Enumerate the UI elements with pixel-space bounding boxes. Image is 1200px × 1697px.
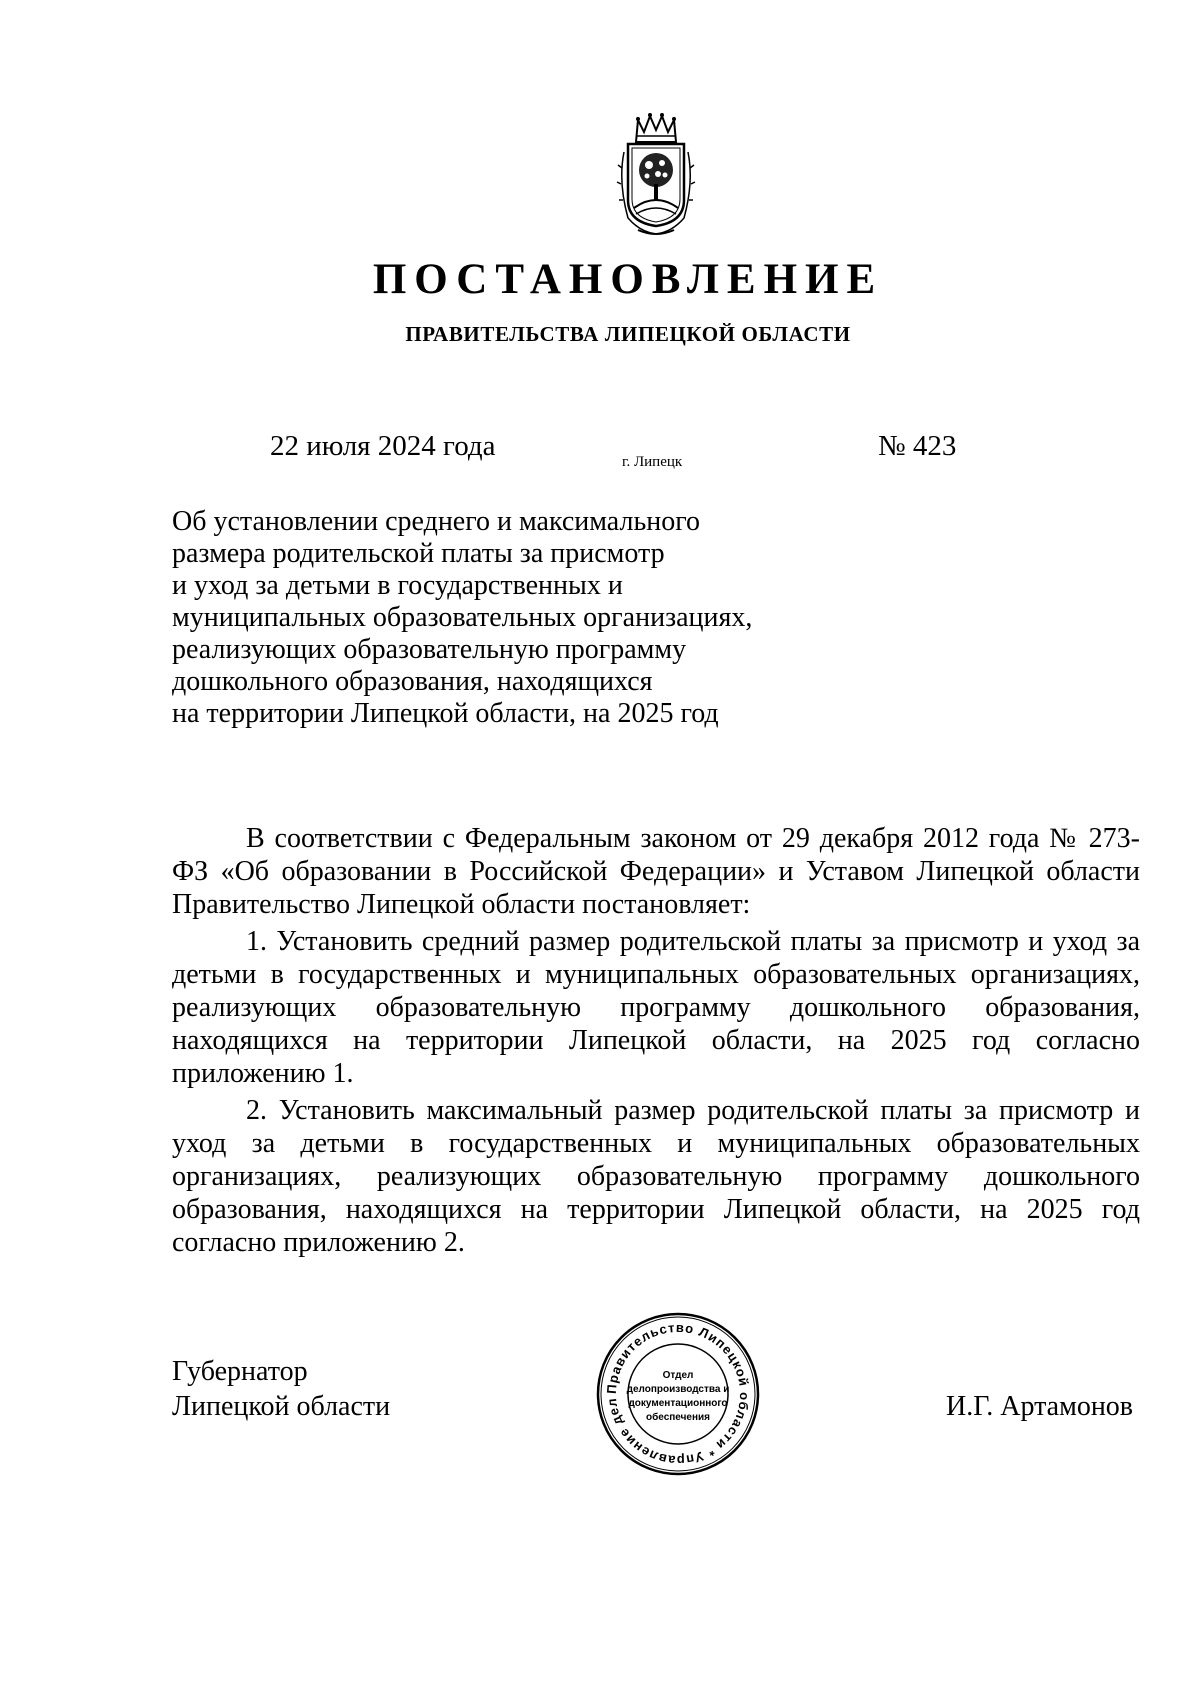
document-city: г. Липецк <box>622 454 683 470</box>
signatory-name: И.Г. Артамонов <box>946 1391 1134 1422</box>
heading-line: и уход за детьми в государственных и <box>172 570 623 601</box>
seal-center-line: делопроизводства и <box>626 1384 730 1395</box>
heading-line: размера родительской платы за присмотр <box>172 538 665 569</box>
heading-line: дошкольного образования, находящихся <box>172 666 653 697</box>
document-date: 22 июля 2024 года <box>270 430 496 462</box>
heading-line: на территории Липецкой области, на 2025 год <box>172 698 719 729</box>
coat-of-arms-emblem <box>614 112 698 240</box>
signatory-position-line: Липецкой области <box>172 1391 391 1422</box>
seal-ring-text: Правительство Липецкой области * Управление дел <box>603 1319 753 1469</box>
document-type-title: ПОСТАНОВЛЕНИЕ <box>372 256 884 303</box>
item-2-paragraph: 2. Установить максимальный размер родительской платы за присмотр и уход за детьми в государственных и муниципальных образовательных организациях, реализующих образовательную программу дошкольного образования, находящихся на территории Липецкой области, на 2025 год согласно приложению 2. <box>172 1095 1140 1258</box>
item-1-paragraph: 1. Установить средний размер родительской платы за присмотр и уход за детьми в государственных и муниципальных образовательных организациях, реализующих образовательную программу дошкольного образования, находящихся на территории Липецкой области, на 2025 год согласно приложению 1. <box>172 926 1140 1089</box>
seal-center-line: документационного <box>628 1398 728 1409</box>
signatory-position <box>172 1354 390 1424</box>
issuing-authority: ПРАВИТЕЛЬСТВА ЛИПЕЦКОЙ ОБЛАСТИ <box>405 322 851 346</box>
heading-line: муниципальных образовательных организациях, <box>172 602 753 633</box>
document-number: № 423 <box>878 430 957 462</box>
signatory-position-line: Губернатор <box>172 1356 308 1387</box>
seal-center-line: обеспечения <box>645 1412 711 1423</box>
seal-center-line: Отдел <box>662 1370 694 1381</box>
heading-line: Об установлении среднего и максимального <box>172 506 700 537</box>
document-heading <box>172 506 792 730</box>
official-seal <box>594 1310 762 1478</box>
heading-line: реализующих образовательную программу <box>172 634 687 665</box>
preamble-paragraph: В соответствии с Федеральным законом от 29 декабря 2012 года № 273-ФЗ «Об образовании в Российской Федерации» и Уставом Липецкой области Правительство Липецкой области постановляет: <box>172 823 1140 920</box>
document-body <box>172 822 1140 1263</box>
